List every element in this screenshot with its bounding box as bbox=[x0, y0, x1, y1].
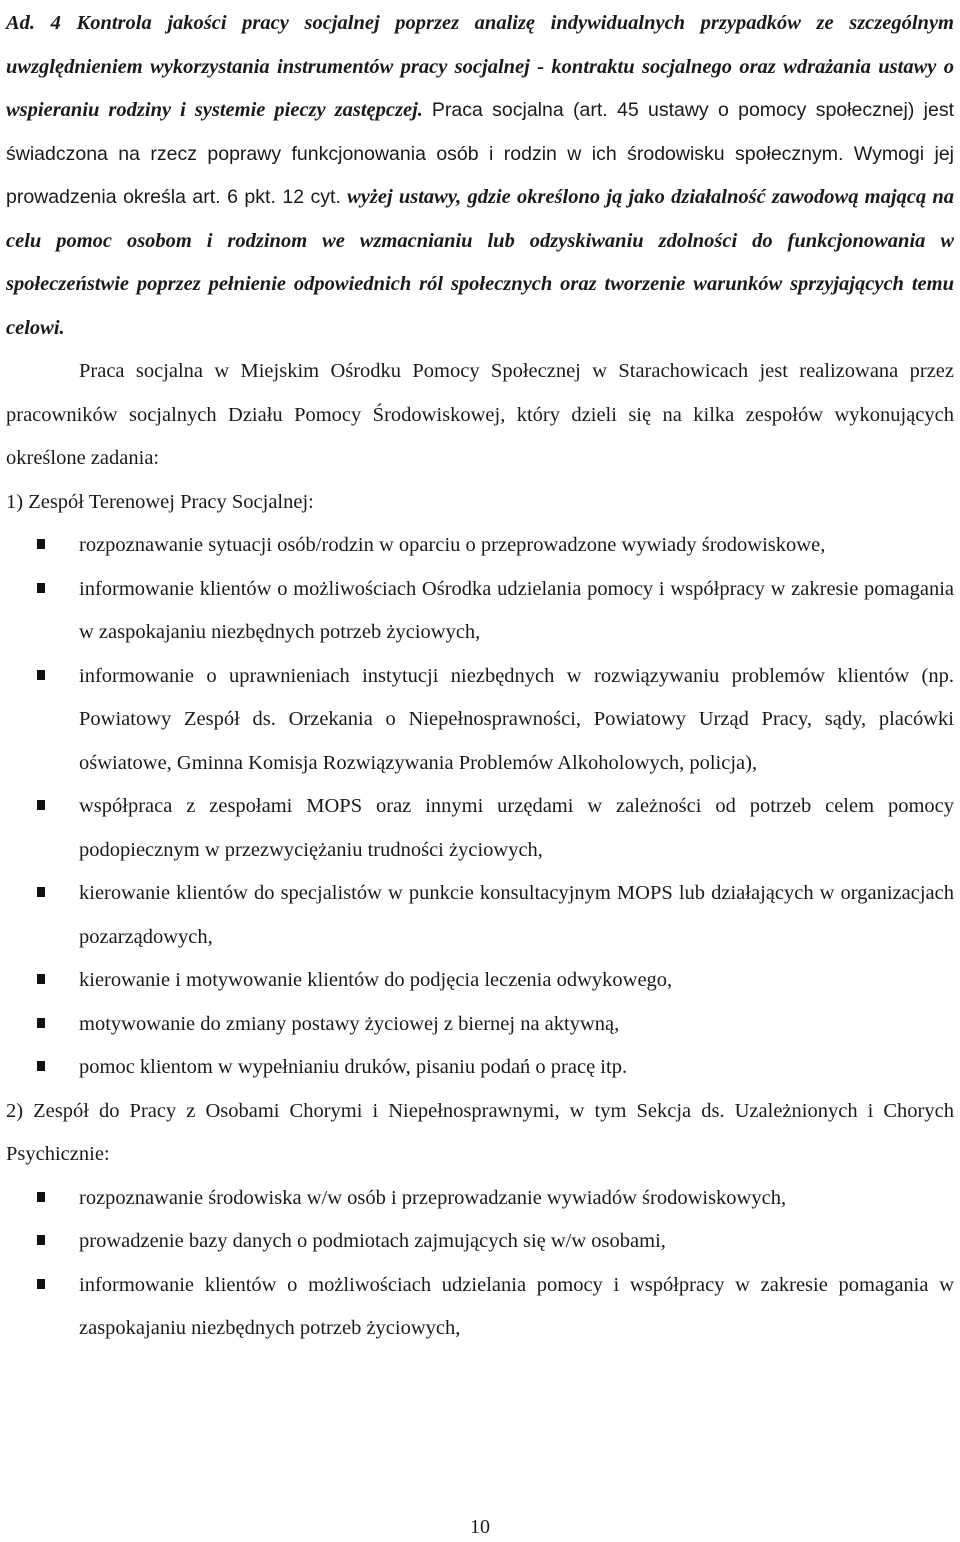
team1-list bbox=[6, 524, 954, 1090]
list-item bbox=[6, 655, 954, 786]
paragraph-mops: Praca socjalna w Miejskim Ośrodku Pomocy Społecznej w Starachowicach jest realizowana przez pracowników socjalnych Działu Pomocy Środowiskowej, który dzieli się na kilka zespołów wykonujących określone zadania: bbox=[6, 360, 954, 469]
square-bullet-icon bbox=[37, 974, 45, 984]
list-item-text: informowanie klientów o możliwościach udzielania pomocy i współpracy w zakresie pomagania w zaspokajaniu niezbędnych potrzeb życiowych, bbox=[79, 1273, 954, 1339]
square-bullet-icon bbox=[37, 670, 45, 680]
document-page bbox=[6, 0, 954, 1351]
square-bullet-icon bbox=[37, 583, 45, 593]
list-item bbox=[6, 568, 954, 655]
square-bullet-icon bbox=[37, 887, 45, 897]
square-bullet-icon bbox=[37, 539, 45, 549]
list-item bbox=[6, 1003, 954, 1047]
list-item-text: kierowanie klientów do specjalistów w punkcie konsultacyjnym MOPS lub działających w organizacjach pozarządowych, bbox=[79, 882, 954, 948]
intro-sentence-rest: wyżej ustawy, gdzie określono ją jako działalność zawodową mającą na celu pomoc osobom i rodzinom we wzmacnianiu lub odzyskiwaniu zdolności do funkcjonowania w społeczeństwie poprzez pełnienie odpowiednich ról społecznych oraz tworzenie warunków sprzyjających temu celowi. bbox=[6, 186, 954, 339]
list-item bbox=[6, 524, 954, 568]
list-item-text: informowanie klientów o możliwościach Ośrodka udzielania pomocy i współpracy w zakresie pomagania w zaspokajaniu niezbędnych potrzeb życiowych, bbox=[79, 577, 954, 643]
list-item-text: pomoc klientom w wypełnianiu druków, pisaniu podań o pracę itp. bbox=[79, 1056, 628, 1078]
list-item bbox=[6, 785, 954, 872]
square-bullet-icon bbox=[37, 800, 45, 810]
heading-dot: . bbox=[417, 99, 423, 121]
team2-title: 2) Zespół do Pracy z Osobami Chorymi i Niepełnosprawnymi, w tym Sekcja ds. Uzależnionych i Chorych Psychicznie: bbox=[6, 1099, 954, 1165]
list-item bbox=[6, 959, 954, 1003]
list-item-text: rozpoznawanie sytuacji osób/rodzin w oparciu o przeprowadzone wywiady środowiskowe, bbox=[79, 534, 826, 556]
square-bullet-icon bbox=[37, 1061, 45, 1071]
list-item bbox=[6, 1220, 954, 1264]
square-bullet-icon bbox=[37, 1192, 45, 1202]
list-item-text: współpraca z zespołami MOPS oraz innymi urzędami w zależności od potrzeb celem pomocy podopiecznym w przezwyciężaniu trudności życiowych, bbox=[79, 795, 954, 861]
heading-text: Ad. 4 Kontrola jakości pracy socjalnej poprzez analizę indywidualnych przypadków ze szczególnym uwzględnieniem wykorzystania instrumentów pracy socjalnej - kontraktu socjalnego oraz wdrażania ustawy o wspieraniu rodziny i systemie pieczy zastępczej bbox=[6, 12, 954, 121]
list-item-text: prowadzenie bazy danych o podmiotach zajmujących się w/w osobami, bbox=[79, 1230, 666, 1252]
square-bullet-icon bbox=[37, 1018, 45, 1028]
square-bullet-icon bbox=[37, 1279, 45, 1289]
list-item-text: informowanie o uprawnieniach instytucji niezbędnych w rozwiązywaniu problemów klientów (np. Powiatowy Zespół ds. Orzekania o Niepełnosprawności, Powiatowy Urząd Pracy, sądy, placówki oświatowe, Gminna Komisja Rozwiązywania Problemów Alkoholowych, policja), bbox=[79, 664, 954, 774]
list-item-text: kierowanie i motywowanie klientów do podjęcia leczenia odwykowego, bbox=[79, 969, 673, 991]
list-item bbox=[6, 1177, 954, 1221]
section-heading bbox=[6, 0, 954, 350]
team2-list bbox=[6, 1177, 954, 1351]
list-item-text: motywowanie do zmiany postawy życiowej z biernej na aktywną, bbox=[79, 1012, 620, 1035]
square-bullet-icon bbox=[37, 1235, 45, 1245]
list-item bbox=[6, 1046, 954, 1090]
intro-sentence-start: Praca socjalna (art. 45 ustawy o pomocy społecznej) jest świadczona na rzecz poprawy funkcjonowania osób i rodzin w ich środowisku społecznym. Wymogi jej prowadzenia określa art. 6 pkt. 12 cyt. bbox=[6, 99, 954, 208]
list-item bbox=[6, 872, 954, 959]
team1-title: 1) Zespół Terenowej Pracy Socjalnej: bbox=[6, 490, 314, 513]
page-number: 10 bbox=[470, 1516, 490, 1538]
list-item bbox=[6, 1264, 954, 1351]
list-item-text: rozpoznawanie środowiska w/w osób i przeprowadzanie wywiadów środowiskowych, bbox=[79, 1186, 787, 1209]
